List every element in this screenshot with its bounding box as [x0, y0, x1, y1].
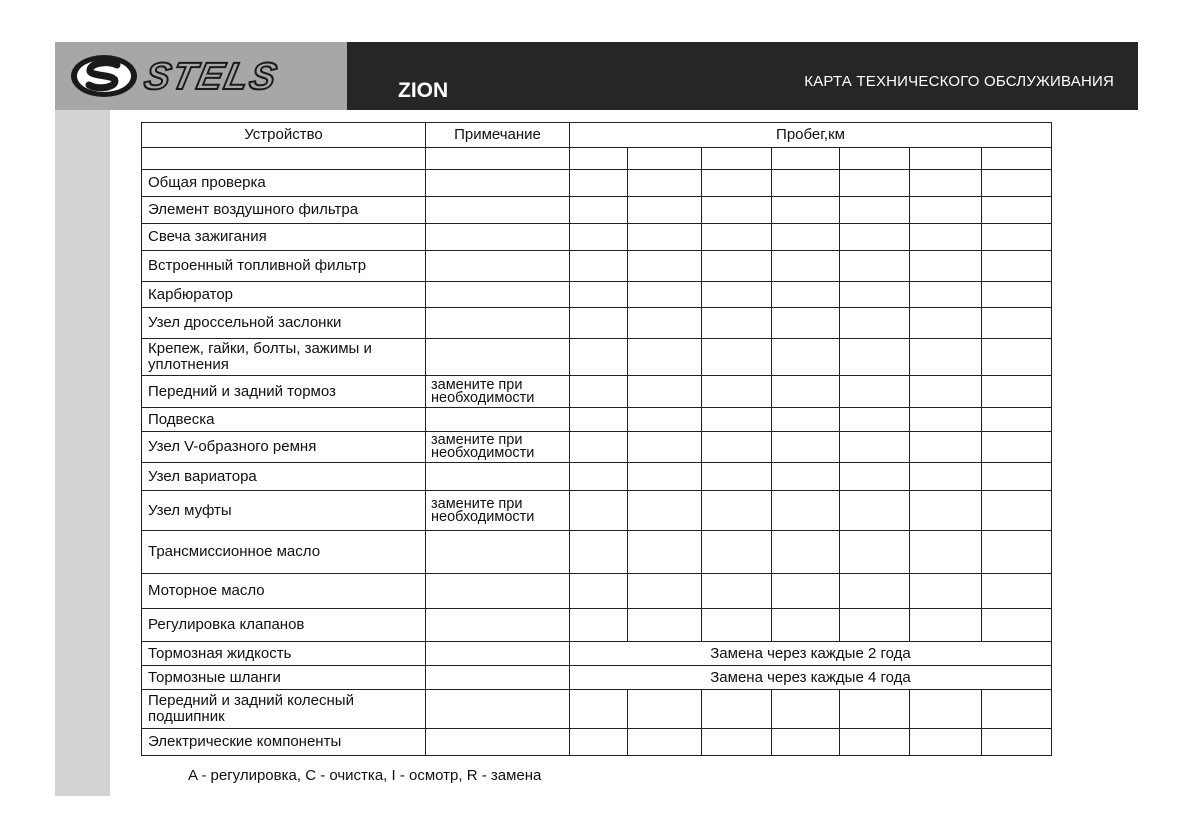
note-cell	[426, 282, 570, 308]
mileage-cell	[982, 170, 1052, 197]
device-cell: Узел муфты	[142, 491, 426, 531]
table-row	[142, 642, 1052, 666]
mileage-cell	[772, 609, 840, 642]
mileage-cell	[570, 729, 628, 756]
mileage-cell	[840, 376, 910, 408]
mileage-cell	[910, 690, 982, 729]
note-cell: замените при необходимости	[426, 376, 570, 408]
table-row	[142, 282, 1052, 308]
note-cell	[426, 170, 570, 197]
table-row	[142, 609, 1052, 642]
mileage-cell	[570, 531, 628, 574]
note-cell	[426, 224, 570, 251]
mileage-cell	[772, 690, 840, 729]
mileage-cell	[772, 463, 840, 491]
mileage-cell	[910, 531, 982, 574]
table-row	[142, 432, 1052, 463]
mileage-cell	[772, 729, 840, 756]
mileage-cell	[570, 282, 628, 308]
mileage-cell	[772, 170, 840, 197]
mileage-cell	[702, 432, 772, 463]
mileage-cell	[982, 690, 1052, 729]
note-cell	[426, 609, 570, 642]
mileage-cell	[570, 251, 628, 282]
mileage-cell	[628, 376, 702, 408]
note-cell	[426, 690, 570, 729]
mileage-cell	[982, 282, 1052, 308]
mileage-cell	[982, 408, 1052, 432]
mileage-cell	[628, 609, 702, 642]
mileage-cell	[702, 491, 772, 531]
mileage-cell	[570, 224, 628, 251]
device-cell: Электрические компоненты	[142, 729, 426, 756]
device-cell: Передний и задний тормоз	[142, 376, 426, 408]
device-cell: Карбюратор	[142, 282, 426, 308]
mileage-cell	[772, 408, 840, 432]
header-mileage: Пробег,км	[570, 123, 1052, 148]
blank-cell	[142, 148, 426, 170]
mileage-cell	[570, 432, 628, 463]
mileage-cell	[702, 224, 772, 251]
mileage-cell	[772, 432, 840, 463]
mileage-cell	[702, 339, 772, 376]
mileage-cell	[982, 574, 1052, 609]
mileage-cell	[570, 463, 628, 491]
blank-cell	[426, 148, 570, 170]
model-name: ZION	[398, 79, 449, 102]
table-row	[142, 574, 1052, 609]
mileage-cell	[628, 224, 702, 251]
mileage-cell	[702, 690, 772, 729]
mileage-cell	[982, 432, 1052, 463]
note-cell	[426, 197, 570, 224]
note-cell	[426, 666, 570, 690]
mileage-cell	[982, 491, 1052, 531]
table-row	[142, 197, 1052, 224]
maintenance-table	[141, 122, 1052, 756]
mileage-cell	[702, 308, 772, 339]
table-row	[142, 666, 1052, 690]
mileage-cell	[840, 432, 910, 463]
mileage-cell	[840, 308, 910, 339]
mileage-cell	[570, 408, 628, 432]
table-row	[142, 170, 1052, 197]
brand-logo	[55, 42, 347, 110]
mileage-cell	[702, 729, 772, 756]
note-cell: замените при необходимости	[426, 491, 570, 531]
table-header-row	[142, 123, 1052, 148]
mileage-cell	[570, 170, 628, 197]
mileage-cell	[840, 491, 910, 531]
mileage-cell	[910, 339, 982, 376]
mileage-cell	[910, 491, 982, 531]
mileage-cell	[840, 282, 910, 308]
mileage-cell	[628, 308, 702, 339]
header-note: Примечание	[426, 123, 570, 148]
table-row	[142, 408, 1052, 432]
mileage-cell	[910, 224, 982, 251]
mileage-cell	[702, 531, 772, 574]
mileage-cell	[772, 148, 840, 170]
mileage-cell	[772, 282, 840, 308]
mileage-cell	[910, 376, 982, 408]
device-cell: Тормозная жидкость	[142, 642, 426, 666]
mileage-cell	[628, 690, 702, 729]
device-cell: Встроенный топливной фильтр	[142, 251, 426, 282]
mileage-cell	[702, 463, 772, 491]
mileage-cell	[772, 224, 840, 251]
mileage-cell	[570, 339, 628, 376]
mileage-cell	[840, 690, 910, 729]
mileage-cell	[772, 339, 840, 376]
mileage-cell	[628, 574, 702, 609]
device-cell: Крепеж, гайки, болты, зажимы и уплотнения	[142, 339, 426, 376]
mileage-cell	[982, 251, 1052, 282]
mileage-cell	[910, 170, 982, 197]
note-cell	[426, 463, 570, 491]
mileage-cell	[570, 376, 628, 408]
document-title: КАРТА ТЕХНИЧЕСКОГО ОБСЛУЖИВАНИЯ	[804, 73, 1114, 90]
mileage-cell	[772, 197, 840, 224]
mileage-values-row	[142, 148, 1052, 170]
mileage-cell	[840, 170, 910, 197]
device-cell: Подвеска	[142, 408, 426, 432]
mileage-cell	[702, 251, 772, 282]
note-cell	[426, 308, 570, 339]
mileage-cell	[628, 729, 702, 756]
mileage-cell	[910, 282, 982, 308]
mileage-cell	[910, 251, 982, 282]
mileage-cell	[840, 197, 910, 224]
mileage-cell	[772, 251, 840, 282]
mileage-cell	[982, 148, 1052, 170]
mileage-cell	[628, 170, 702, 197]
header-device: Устройство	[142, 123, 426, 148]
note-cell	[426, 251, 570, 282]
note-cell	[426, 531, 570, 574]
mileage-cell	[628, 148, 702, 170]
mileage-cell	[702, 197, 772, 224]
device-cell: Регулировка клапанов	[142, 609, 426, 642]
mileage-cell	[702, 148, 772, 170]
device-cell: Общая проверка	[142, 170, 426, 197]
mileage-cell	[772, 308, 840, 339]
table-row	[142, 376, 1052, 408]
mileage-cell	[982, 463, 1052, 491]
mileage-cell	[910, 408, 982, 432]
mileage-cell	[628, 432, 702, 463]
table-row	[142, 491, 1052, 531]
mileage-cell	[570, 308, 628, 339]
mileage-cell	[628, 408, 702, 432]
mileage-cell	[772, 574, 840, 609]
mileage-cell	[840, 224, 910, 251]
mileage-cell	[982, 197, 1052, 224]
mileage-cell	[840, 531, 910, 574]
mileage-cell	[982, 308, 1052, 339]
mileage-cell	[982, 531, 1052, 574]
mileage-cell	[702, 170, 772, 197]
brand-wordmark: STELS	[140, 56, 283, 98]
mileage-cell	[982, 224, 1052, 251]
table-row	[142, 690, 1052, 729]
mileage-cell	[840, 339, 910, 376]
mileage-cell	[628, 491, 702, 531]
mileage-cell	[702, 574, 772, 609]
mileage-cell	[702, 609, 772, 642]
table-row	[142, 224, 1052, 251]
table-row	[142, 251, 1052, 282]
mileage-cell	[628, 463, 702, 491]
interval-cell: Замена через каждые 2 года	[570, 642, 1052, 666]
device-cell: Узел вариатора	[142, 463, 426, 491]
mileage-cell	[840, 251, 910, 282]
table-row	[142, 308, 1052, 339]
note-cell	[426, 642, 570, 666]
mileage-cell	[982, 376, 1052, 408]
mileage-cell	[910, 463, 982, 491]
device-cell: Трансмиссионное масло	[142, 531, 426, 574]
mileage-cell	[982, 609, 1052, 642]
device-cell: Узел V-образного ремня	[142, 432, 426, 463]
mileage-cell	[702, 408, 772, 432]
mileage-cell	[570, 609, 628, 642]
device-cell: Тормозные шланги	[142, 666, 426, 690]
mileage-cell	[628, 251, 702, 282]
mileage-cell	[570, 574, 628, 609]
stels-s-logo-icon	[69, 53, 139, 99]
note-cell	[426, 339, 570, 376]
mileage-cell	[910, 609, 982, 642]
device-cell: Моторное масло	[142, 574, 426, 609]
legend-text: A - регулировка, C - очистка, I - осмотр, R - замена	[188, 767, 542, 784]
mileage-cell	[910, 574, 982, 609]
table-row	[142, 339, 1052, 376]
device-cell: Передний и задний колесный подшипник	[142, 690, 426, 729]
mileage-cell	[702, 282, 772, 308]
mileage-cell	[840, 148, 910, 170]
mileage-cell	[982, 339, 1052, 376]
note-cell: замените при необходимости	[426, 432, 570, 463]
mileage-cell	[910, 197, 982, 224]
side-band	[55, 110, 110, 796]
mileage-cell	[910, 308, 982, 339]
mileage-cell	[982, 729, 1052, 756]
mileage-cell	[628, 531, 702, 574]
mileage-cell	[840, 463, 910, 491]
mileage-cell	[840, 574, 910, 609]
table-row	[142, 463, 1052, 491]
mileage-cell	[570, 690, 628, 729]
mileage-cell	[772, 491, 840, 531]
device-cell: Элемент воздушного фильтра	[142, 197, 426, 224]
device-cell: Свеча зажигания	[142, 224, 426, 251]
mileage-cell	[570, 491, 628, 531]
note-cell	[426, 729, 570, 756]
mileage-cell	[628, 197, 702, 224]
mileage-cell	[910, 148, 982, 170]
mileage-cell	[910, 432, 982, 463]
page-header	[55, 42, 1138, 110]
mileage-cell	[840, 729, 910, 756]
device-cell: Узел дроссельной заслонки	[142, 308, 426, 339]
mileage-cell	[628, 339, 702, 376]
mileage-cell	[840, 609, 910, 642]
table-row	[142, 729, 1052, 756]
mileage-cell	[628, 282, 702, 308]
mileage-cell	[840, 408, 910, 432]
table-row	[142, 531, 1052, 574]
note-cell	[426, 408, 570, 432]
mileage-cell	[910, 729, 982, 756]
note-cell	[426, 574, 570, 609]
interval-cell: Замена через каждые 4 года	[570, 666, 1052, 690]
mileage-cell	[570, 148, 628, 170]
mileage-cell	[772, 376, 840, 408]
mileage-cell	[702, 376, 772, 408]
mileage-cell	[772, 531, 840, 574]
mileage-cell	[570, 197, 628, 224]
